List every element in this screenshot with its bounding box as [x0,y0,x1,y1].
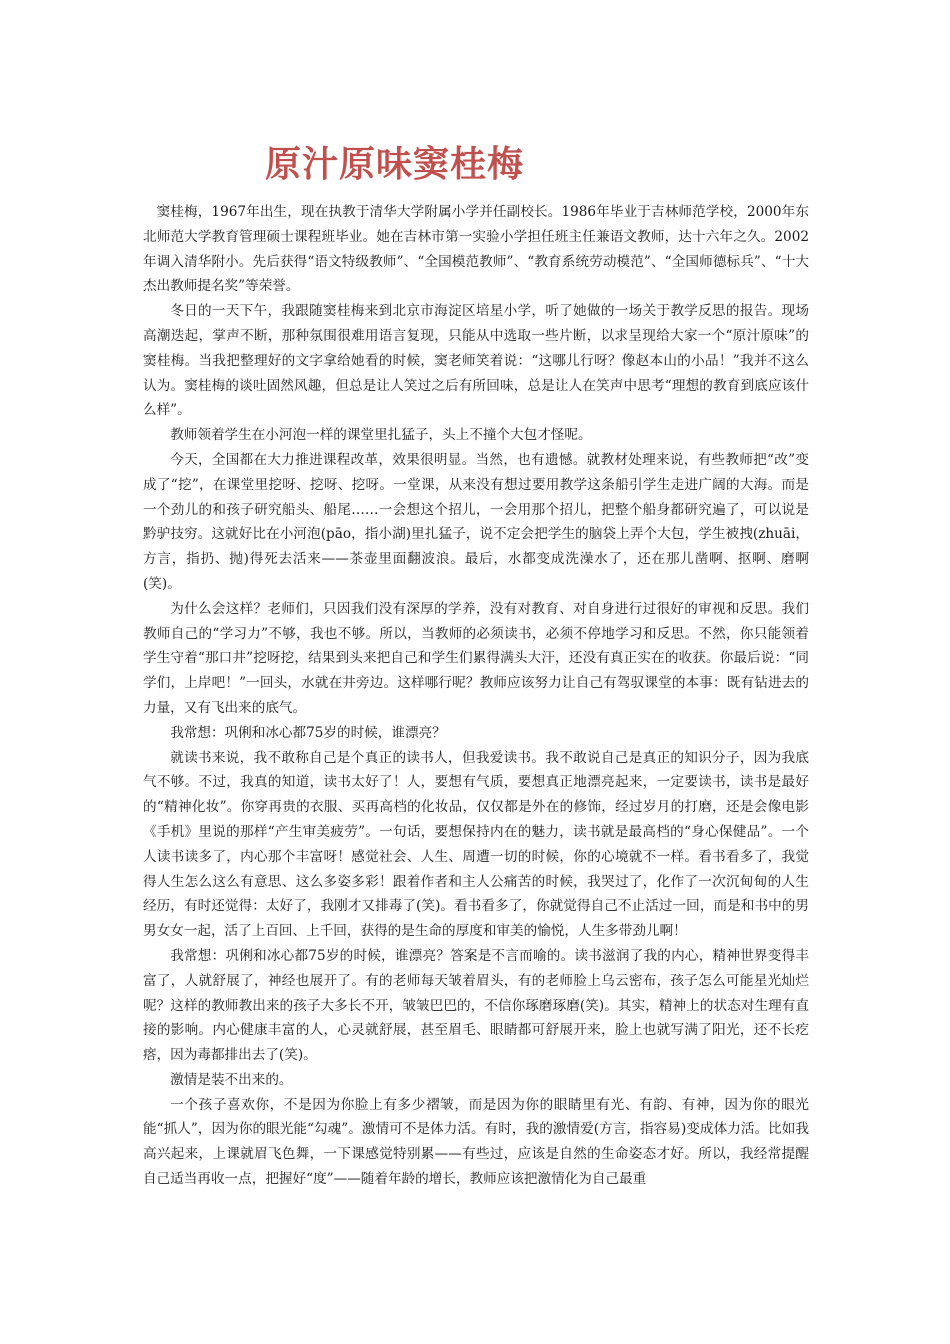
paragraph-curriculum-reform: 今天，全国都在大力推进课程改革，效果很明显。当然，也有遗憾。就教材处理来说，有些教师把“改”变成了“挖”，在课堂里挖呀、挖呀、挖呀。一堂课，从来没有想过要用教学这条船引学生走进广阔的大海。而是一个劲儿的和孩子研究船头、船尾……一会想这个招儿，一会用那个招儿，把整个船身都研究遍了，可以说是黔驴技穷。这就好比在小河泡(pāo，指小湖)里扎猛子，说不定会把学生的脑袋上弄个大包，学生被拽(zhuāi，方言，指扔、抛)得死去活来——茶壶里面翻波浪。最后，水都变成洗澡水了，还在那儿凿啊、抠啊、磨啊(笑)。 [143,451,809,592]
paragraph-biography: 窦桂梅，1967年出生，现在执教于清华大学附属小学并任副校长。1986年毕业于吉林师范学校，2000年东北师范大学教育管理硕士课程班毕业。她在吉林市第一实验小学担任班主任兼语文教师，达十六年之久。2002年调入清华附小。先后获得“语文特级教师”、“全国模范教师”、“教育系统劳动模范”、“全国师德标兵”、“十大杰出教师提名奖”等荣誉。 [143,204,809,295]
paragraph-heading-beauty: 我常想：巩俐和冰心都75岁的时候，谁漂亮？ [170,724,446,741]
document-title: 原汁原味窦桂梅 [265,143,525,185]
paragraph-passion: 一个孩子喜欢你，不是因为你脸上有多少褶皱，而是因为你的眼睛里有光、有韵、有神，因为你的眼光能“抓人”，因为你的眼光能“勾魂”。激情可不是体力活。有时，我的激情爱(方言，指容易)变成体力活。比如我高兴起来，上课就眉飞色舞，一下课感觉特别累——有些过，应该是自然的生命姿态才好。所以，我经常提醒自己适当再收一点，把握好“度”——随着年龄的增长，教师应该把激情化为自己最重 [143,1096,809,1188]
paragraph-answer: 我常想：巩俐和冰心都75岁的时候，谁漂亮？答案是不言而喻的。读书滋润了我的内心，精神世界变得丰富了，人就舒展了，神经也展开了。有的老师每天皱着眉头，有的老师脸上乌云密布，孩子怎么可能星光灿烂呢？这样的教师教出来的孩子大多长不开，皱皱巴巴的，不信你琢磨琢磨(笑)。其实，精神上的状态对生理有直接的影响。内心健康丰富的人，心灵就舒展，甚至眉毛、眼睛都可舒展开来，脸上也就写满了阳光，还不长疙瘩，因为毒都排出去了(笑)。 [143,947,809,1064]
paragraph-reflection: 为什么会这样？老师们，只因我们没有深厚的学养，没有对教育、对自身进行过很好的审视和反思。我们教师自己的“学习力”不够，我也不够。所以，当教师的必须读书，必须不停地学习和反思。不然，你只能领着学生守着“那口井”挖呀挖，结果到头来把自己和学生们累得满头大汗，还没有真正实在的收获。你最后说：“同学们，上岸吧！”一回头，水就在井旁边。这样哪行呢？教师应该努力让自己有驾驭课堂的本事：既有钻进去的力量，又有飞出来的底气。 [143,600,809,716]
document-body [143,200,809,1192]
paragraph-reading: 就读书来说，我不敢称自己是个真正的读书人，但我爱读书。我不敢说自己是真正的知识分子，因为我底气不够。不过，我真的知道，读书太好了！人，要想有气质，要想真正地漂亮起来，一定要读书，读书是最好的“精神化妆”。你穿再贵的衣服、买再高档的化妆品，仅仅都是外在的修饰，经过岁月的打磨，还是会像电影《手机》里说的那样“产生审美疲劳”。一句话，要想保持内在的魅力，读书就是最高档的“身心保健品”。一个人读书读多了，内心那个丰富呀！感觉社会、人生、周遭一切的时候，你的心境就不一样。看书看多了，我觉得人生怎么这么有意思、这么多姿多彩！跟着作者和主人公痛苦的时候，我哭过了，化作了一次沉甸甸的人生经历，有时还觉得：太好了，我刚才又排毒了(笑)。看书看多了，你就觉得自己不止活过一回，而是和书中的男男女女一起，活了上百回、上千回，获得的是生命的厚度和审美的愉悦，人生多带劲儿啊！ [143,749,809,940]
paragraph-introduction: 冬日的一天下午，我跟随窦桂梅来到北京市海淀区培星小学，听了她做的一场关于教学反思的报告。现场高潮迭起，掌声不断，那种氛围很难用语言复现，只能从中选取一些片断，以求呈现给大家一个“原汁原味”的窦桂梅。当我把整理好的文字拿给她看的时候，窦老师笑着说：“这哪儿行呀？像赵本山的小品！”我并不这么认为。窦桂梅的谈吐固然风趣，但总是让人笑过之后有所回味，总是让人在笑声中思考“理想的教育到底应该什么样”。 [143,303,809,419]
paragraph-heading-river: 教师领着学生在小河泡一样的课堂里扎猛子，头上不撞个大包才怪呢。 [170,427,592,444]
paragraph-heading-passion: 激情是装不出来的。 [170,1071,293,1088]
